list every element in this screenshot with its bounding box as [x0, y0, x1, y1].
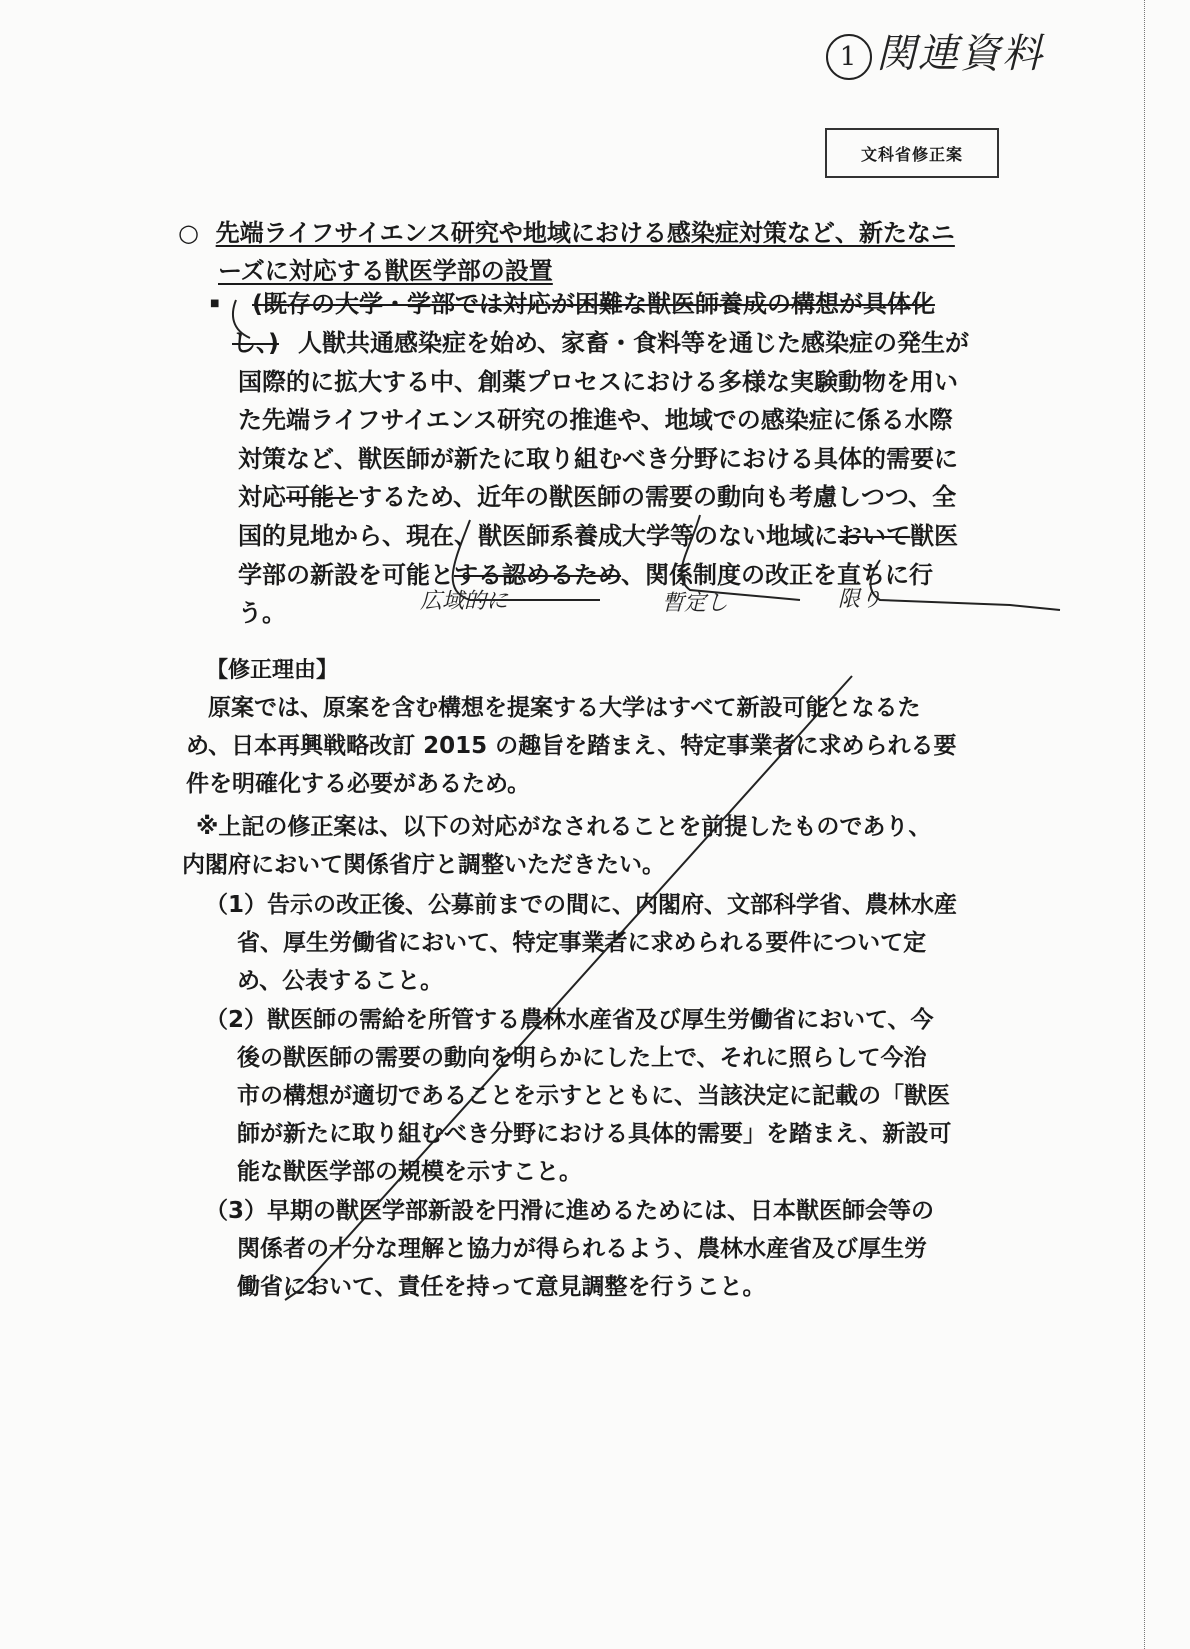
- precondition-note: [182, 808, 1022, 884]
- bullet-dot: ■: [210, 298, 220, 309]
- title-line-2: ーズに対応する獣医学部の設置: [218, 257, 553, 285]
- item-line: 働省において、責任を持って意見調整を行うこと。: [237, 1274, 766, 1301]
- body-line: う。: [238, 599, 286, 628]
- reason-line: 件を明確化する必要があるため。: [186, 771, 531, 797]
- reason-heading: 【修正理由】: [206, 658, 339, 683]
- note-line: ※上記の修正案は、以下の対応がなされることを前提したものであり、: [196, 814, 932, 840]
- item-line: 後の獣医師の需要の動向を明らかにした上で、それに照らして今治: [237, 1044, 927, 1071]
- item-line: め、公表すること。: [237, 968, 444, 995]
- body-line: 国的見地から、現在、獣医師系養成大学等のない地域において獣医: [238, 521, 958, 550]
- amendment-body: [238, 324, 1018, 633]
- condition-item: [205, 886, 1025, 1001]
- handwritten-header: [826, 22, 1044, 80]
- handwritten-note-2: 暫定し: [662, 591, 729, 616]
- title-line-1: 先端ライフサイエンス研究や地域における感染症対策など、新たなニ: [215, 219, 955, 247]
- reason-body: [186, 689, 1016, 803]
- note-line: 内閣府において関係省庁と調整いただきたい。: [182, 852, 665, 878]
- body-line: 国際的に拡大する中、創薬プロセスにおける多様な実験動物を用い: [238, 367, 958, 396]
- condition-list: [205, 886, 1025, 1306]
- document-stamp: 文科省修正案: [825, 128, 999, 178]
- handwritten-note-3: 限り: [838, 587, 883, 612]
- item-line: 師が新たに取り組むべき分野における具体的需要」を踏まえ、新設可: [237, 1121, 952, 1148]
- handwritten-note-1: 広域的に: [420, 589, 509, 614]
- handwritten-label: 関連資料: [876, 31, 1044, 77]
- body-line: 対応可能とするため、近年の獣医師の需要の動向も考慮しつつ、全: [238, 483, 957, 512]
- condition-item: [205, 1001, 1025, 1192]
- section-title: [178, 214, 1016, 290]
- item-line: （3）早期の獣医学部新設を円滑に進めるためには、日本獣医師会等の: [205, 1197, 935, 1224]
- condition-item: [205, 1192, 1025, 1307]
- circled-number: 1: [826, 34, 872, 80]
- reason-line: 原案では、原案を含む構想を提案する大学はすべて新設可能となるた: [208, 695, 921, 721]
- item-line: 関係者の十分な理解と協力が得られるよう、農林水産省及び厚生労: [237, 1235, 927, 1262]
- item-line: 市の構想が適切であることを示すとともに、当該決定に記載の「獣医: [237, 1083, 950, 1110]
- body-line: た先端ライフサイエンス研究の推進や、地域での感染症に係る水際: [238, 406, 953, 435]
- body-line: 対策など、獣医師が新たに取り組むべき分野における具体的需要に: [238, 444, 958, 473]
- struck-original-line: (既存の大学・学部では対応が困難な獣医師養成の構想が具体化: [252, 290, 935, 318]
- title-bullet: ○: [178, 219, 199, 247]
- struck-tail: し、): [232, 329, 279, 357]
- item-line: （2）獣医師の需給を所管する農林水産省及び厚生労働省において、今: [205, 1006, 934, 1033]
- page-edge-border: [1144, 0, 1151, 1649]
- body-line: 人獣共通感染症を始め、家畜・食料等を通じた感染症の発生が: [298, 329, 970, 357]
- item-line: 省、厚生労働省において、特定事業者に求められる要件について定: [237, 930, 927, 957]
- reason-line: め、日本再興戦略改訂 2015 の趣旨を踏まえ、特定事業者に求められる要: [186, 733, 957, 759]
- item-line: （1）告示の改正後、公募前までの間に、内閣府、文部科学省、農林水産: [205, 892, 958, 918]
- body-line: 学部の新設を可能とする認めるため、関係制度の改正を直ちに行: [238, 560, 934, 589]
- item-line: 能な獣医学部の規模を示すこと。: [237, 1159, 582, 1186]
